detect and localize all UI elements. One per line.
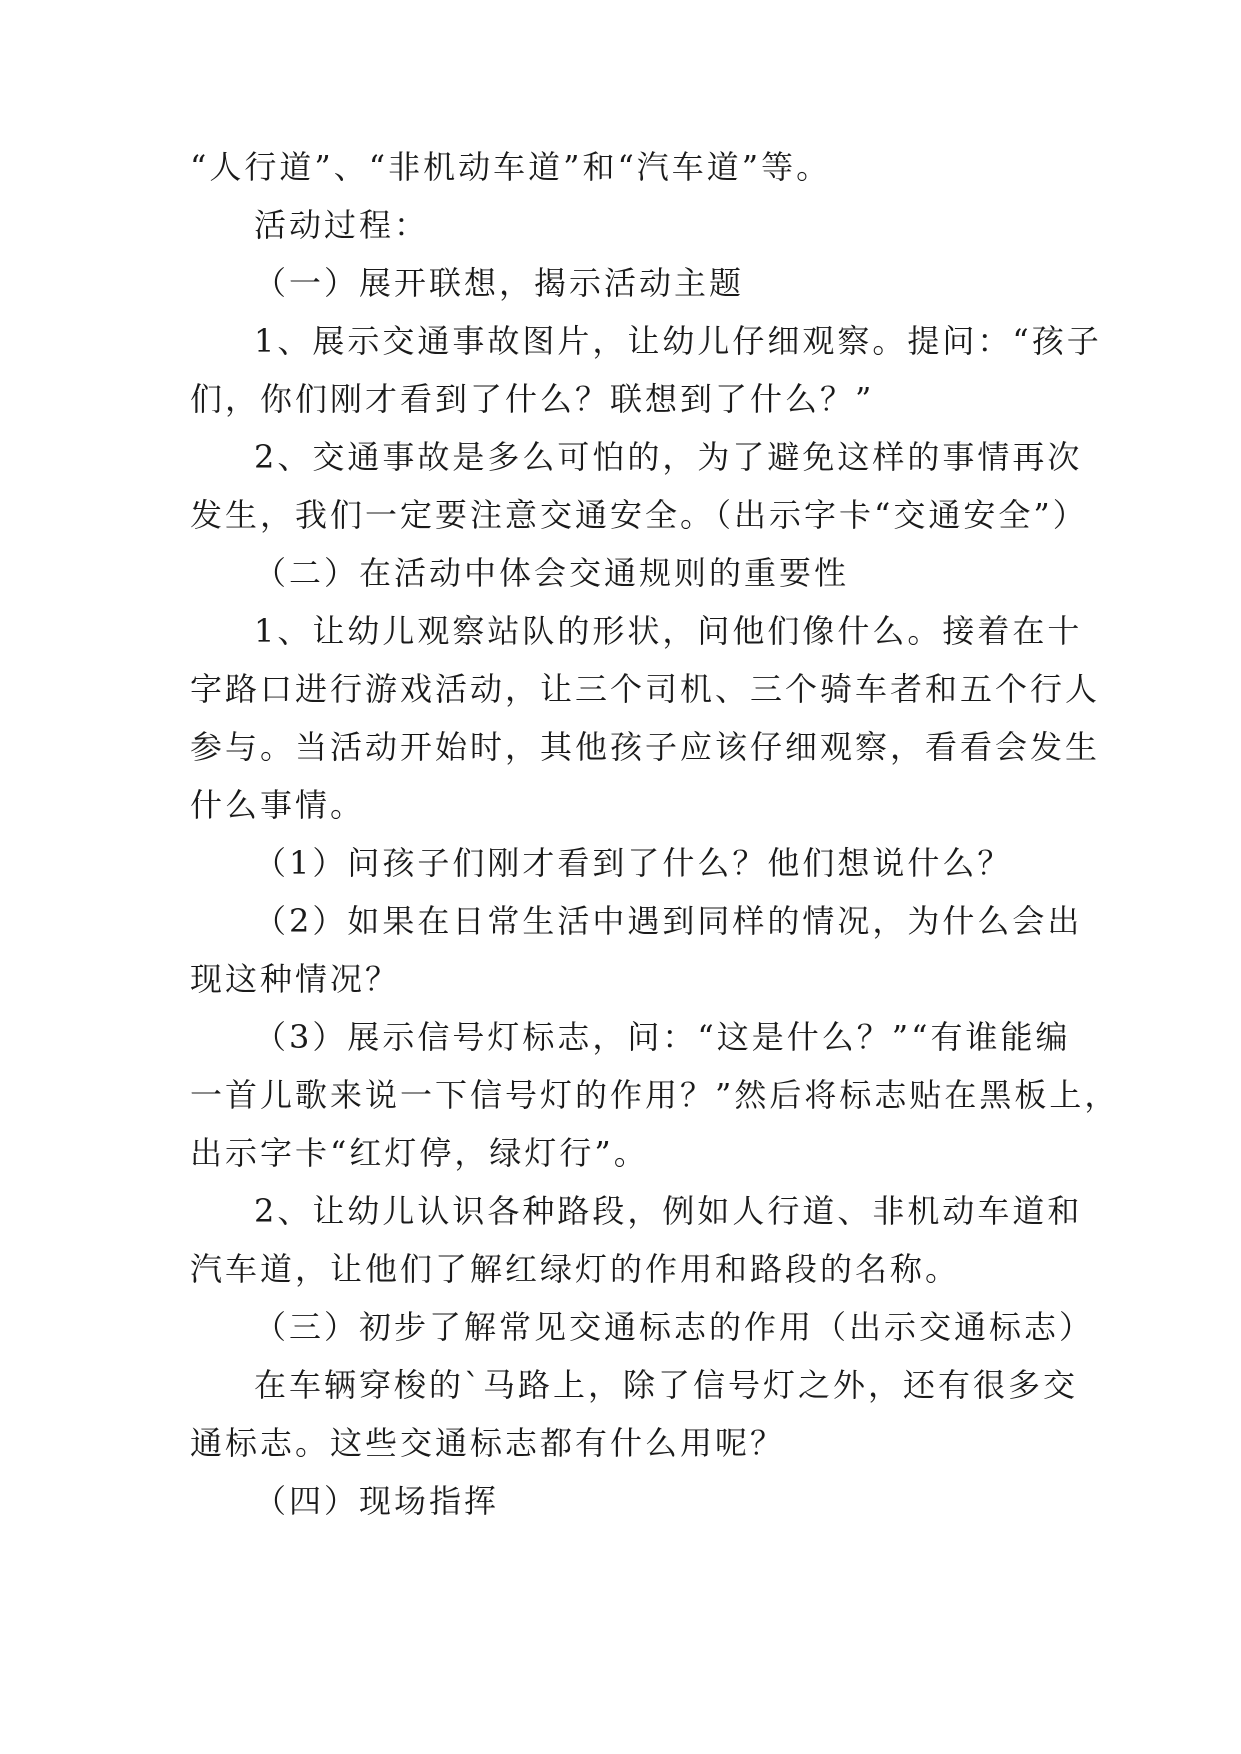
section-heading: （一）展开联想，揭示活动主题 — [254, 264, 745, 302]
paragraph-line: “人行道”、“非机动车道”和“汽车道”等。 — [190, 148, 832, 186]
paragraph-line: 2、交通事故是多么可怕的，为了避免这样的事情再次 — [254, 438, 1083, 476]
section-heading: （三）初步了解常见交通标志的作用（出示交通标志） — [254, 1308, 1095, 1346]
section-heading: （二）在活动中体会交通规则的重要性 — [254, 554, 850, 592]
list-item: （3）展示信号灯标志，问：“这是什么？”“有谁能编 — [254, 1018, 1071, 1056]
paragraph-line: 1、展示交通事故图片，让幼儿仔细观察。提问：“孩子 — [254, 322, 1102, 360]
paragraph-line: 出示字卡“红灯停，绿灯行”。 — [190, 1134, 649, 1172]
paragraph-line: 们，你们刚才看到了什么？联想到了什么？” — [190, 380, 875, 418]
paragraph-line: 现这种情况？ — [190, 960, 401, 998]
section-heading: 活动过程： — [254, 206, 430, 244]
paragraph-line: 参与。当活动开始时，其他孩子应该仔细观察，看看会发生 — [190, 728, 1101, 766]
paragraph-line: 什么事情。 — [190, 786, 366, 824]
section-heading: （四）现场指挥 — [254, 1482, 500, 1520]
paragraph-line: 通标志。这些交通标志都有什么用呢？ — [190, 1424, 786, 1462]
paragraph-line: 2、让幼儿认识各种路段，例如人行道、非机动车道和 — [254, 1192, 1083, 1230]
paragraph-line: 汽车道，让他们了解红绿灯的作用和路段的名称。 — [190, 1250, 961, 1288]
list-item: （1）问孩子们刚才看到了什么？他们想说什么？ — [254, 844, 1013, 882]
paragraph-line: 1、让幼儿观察站队的形状，问他们像什么。接着在十 — [254, 612, 1083, 650]
paragraph-line: 发生，我们一定要注意交通安全。（出示字卡“交通安全”） — [190, 496, 1088, 534]
paragraph-line: 在车辆穿梭的`马路上，除了信号灯之外，还有很多交 — [254, 1366, 1079, 1404]
list-item: （2）如果在日常生活中遇到同样的情况，为什么会出 — [254, 902, 1083, 940]
paragraph-line: 一首儿歌来说一下信号灯的作用？”然后将标志贴在黑板上， — [190, 1076, 1120, 1114]
paragraph-line: 字路口进行游戏活动，让三个司机、三个骑车者和五个行人 — [190, 670, 1101, 708]
